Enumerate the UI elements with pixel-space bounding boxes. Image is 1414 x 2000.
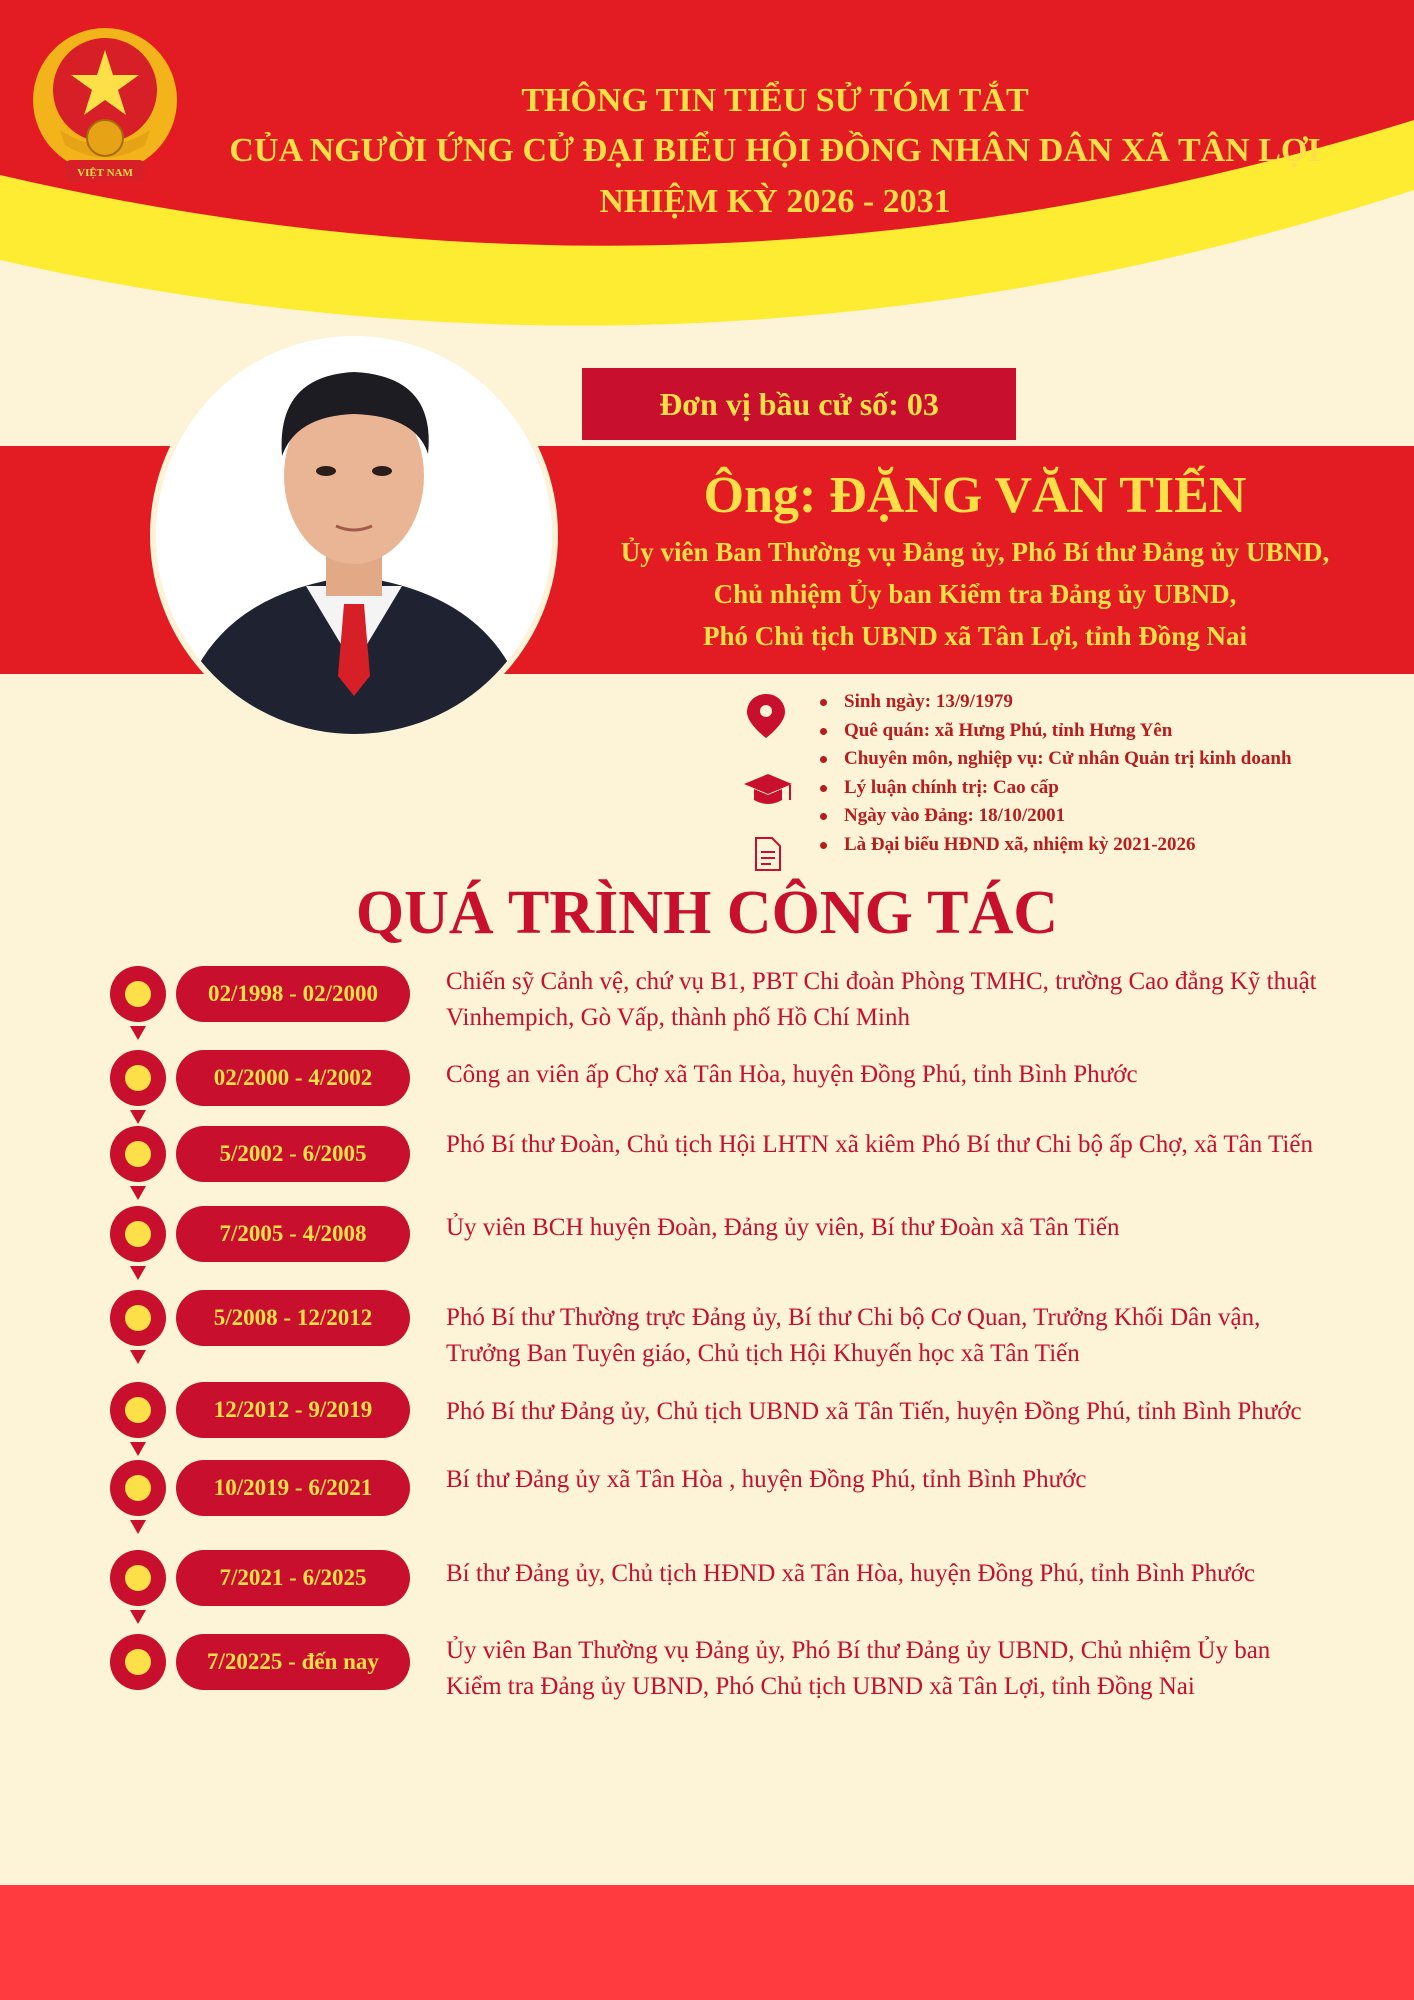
timeline-marker-dot	[125, 1305, 151, 1331]
personal-info-list	[820, 688, 1292, 859]
location-pin-icon	[747, 694, 785, 738]
document-icon	[756, 838, 780, 870]
candidate-name: Ông: ĐẶNG VĂN TIẾN	[703, 467, 1247, 524]
info-party-date: Ngày vào Đảng: 18/10/2001	[820, 802, 1292, 831]
timeline-period-9: 7/20225 - đến nay	[176, 1634, 410, 1690]
timeline-marker-dot	[125, 1065, 151, 1091]
candidate-role-line1: Ủy viên Ban Thường vụ Đảng ủy, Phó Bí thư Đảng ủy UBND,	[620, 537, 1330, 567]
timeline-description-line: Kiểm tra Đảng ủy UBND, Phó Chủ tịch UBND xã Tân Lợi, tỉnh Đồng Nai	[446, 1673, 1195, 1700]
timeline-arrow	[130, 1520, 146, 1534]
timeline-description-line: Vinhempich, Gò Vấp, thành phố Hồ Chí Minh	[446, 1004, 910, 1031]
section-title: QUÁ TRÌNH CÔNG TÁC	[355, 879, 1059, 947]
timeline-marker-dot	[125, 1397, 151, 1423]
timeline-description-7	[446, 1462, 1376, 1498]
timeline-description-line: Bí thư Đảng ủy, Chủ tịch HĐND xã Tân Hòa, huyện Đồng Phú, tỉnh Bình Phước	[446, 1560, 1256, 1587]
timeline-arrow	[130, 1186, 146, 1200]
header-title-line1: THÔNG TIN TIỂU SỬ TÓM TẮT	[521, 82, 1029, 119]
candidate-role-line3: Phó Chủ tịch UBND xã Tân Lợi, tỉnh Đồng Nai	[702, 621, 1248, 651]
timeline-marker-dot	[125, 1475, 151, 1501]
timeline-description-line: Bí thư Đảng ủy xã Tân Hòa , huyện Đồng Phú, tỉnh Bình Phước	[446, 1466, 1087, 1493]
timeline-description-9	[446, 1633, 1376, 1705]
timeline-description-line: Ủy viên BCH huyện Đoàn, Đảng ủy viên, Bí thư Đoàn xã Tân Tiến	[446, 1214, 1120, 1241]
info-icons	[738, 690, 798, 880]
header-title-line3: NHIỆM KỲ 2026 - 2031	[599, 183, 951, 220]
emblem-text: VIỆT NAM	[77, 167, 133, 179]
timeline-description-8	[446, 1556, 1376, 1592]
timeline-period-5: 5/2008 - 12/2012	[176, 1290, 410, 1346]
timeline-arrow	[130, 1110, 146, 1124]
timeline-description-line: Chiến sỹ Cảnh vệ, chứ vụ B1, PBT Chi đoàn Phòng TMHC, trường Cao đẳng Kỹ thuật	[446, 968, 1317, 995]
timeline-arrow	[130, 1610, 146, 1624]
timeline-arrow	[130, 1350, 146, 1364]
timeline-description-line: Phó Bí thư Đảng ủy, Chủ tịch UBND xã Tân Tiến, huyện Đồng Phú, tỉnh Bình Phước	[446, 1398, 1302, 1425]
timeline-description-line: Phó Bí thư Đoàn, Chủ tịch Hội LHTN xã kiêm Phó Bí thư Chi bộ ấp Chợ, xã Tân Tiến	[446, 1131, 1313, 1158]
header-title-line2: CỦA NGƯỜI ỨNG CỬ ĐẠI BIỂU HỘI ĐỒNG NHÂN DÂN XÃ TÂN LỢI	[229, 132, 1321, 169]
timeline-period-4: 7/2005 - 4/2008	[176, 1206, 410, 1262]
timeline-description-3	[446, 1127, 1376, 1163]
timeline-period-8: 7/2021 - 6/2025	[176, 1550, 410, 1606]
portrait-illustration	[156, 336, 552, 734]
footer-band	[0, 1885, 1414, 2000]
timeline-arrow	[130, 1026, 146, 1040]
timeline-period-1: 02/1998 - 02/2000	[176, 966, 410, 1022]
info-profession: Chuyên môn, nghiệp vụ: Cử nhân Quản trị kinh doanh	[820, 745, 1292, 774]
timeline-description-2	[446, 1057, 1376, 1093]
candidate-role-line2: Chủ nhiệm Ủy ban Kiểm tra Đảng ủy UBND,	[713, 579, 1237, 609]
timeline-period-2: 02/2000 - 4/2002	[176, 1050, 410, 1106]
timeline-period-6: 12/2012 - 9/2019	[176, 1382, 410, 1438]
timeline-description-line: Ủy viên Ban Thường vụ Đảng ủy, Phó Bí thư Đảng ủy UBND, Chủ nhiệm Ủy ban	[446, 1637, 1271, 1664]
timeline-arrow	[130, 1266, 146, 1280]
electoral-unit-badge: Đơn vị bầu cử số: 03	[582, 368, 1016, 440]
info-hometown: Quê quán: xã Hưng Phú, tỉnh Hưng Yên	[820, 717, 1292, 746]
timeline-description-line: Công an viên ấp Chợ xã Tân Hòa, huyện Đồng Phú, tỉnh Bình Phước	[446, 1061, 1138, 1088]
graduation-cap-icon	[744, 774, 792, 804]
info-delegate-term: Là Đại biểu HĐND xã, nhiệm kỳ 2021-2026	[820, 831, 1292, 860]
timeline-description-4	[446, 1210, 1376, 1246]
timeline-marker-dot	[125, 1649, 151, 1675]
timeline-marker-dot	[125, 1221, 151, 1247]
candidate-portrait	[150, 330, 558, 740]
timeline-description-1	[446, 964, 1376, 1036]
timeline-description-5	[446, 1300, 1376, 1372]
info-birth-date: Sinh ngày: 13/9/1979	[820, 688, 1292, 717]
info-political-theory: Lý luận chính trị: Cao cấp	[820, 774, 1292, 803]
timeline-period-3: 5/2002 - 6/2005	[176, 1126, 410, 1182]
timeline-marker-dot	[125, 1141, 151, 1167]
timeline-description-line: Phó Bí thư Thường trực Đảng ủy, Bí thư Chi bộ Cơ Quan, Trưởng Khối Dân vận,	[446, 1304, 1261, 1331]
timeline-marker-dot	[125, 1565, 151, 1591]
timeline-description-line: Trưởng Ban Tuyên giáo, Chủ tịch Hội Khuyến học xã Tân Tiến	[446, 1340, 1080, 1367]
timeline-arrow	[130, 1442, 146, 1456]
timeline-period-7: 10/2019 - 6/2021	[176, 1460, 410, 1516]
timeline-description-6	[446, 1394, 1376, 1430]
timeline-markers	[100, 955, 180, 1695]
timeline-marker-dot	[125, 981, 151, 1007]
